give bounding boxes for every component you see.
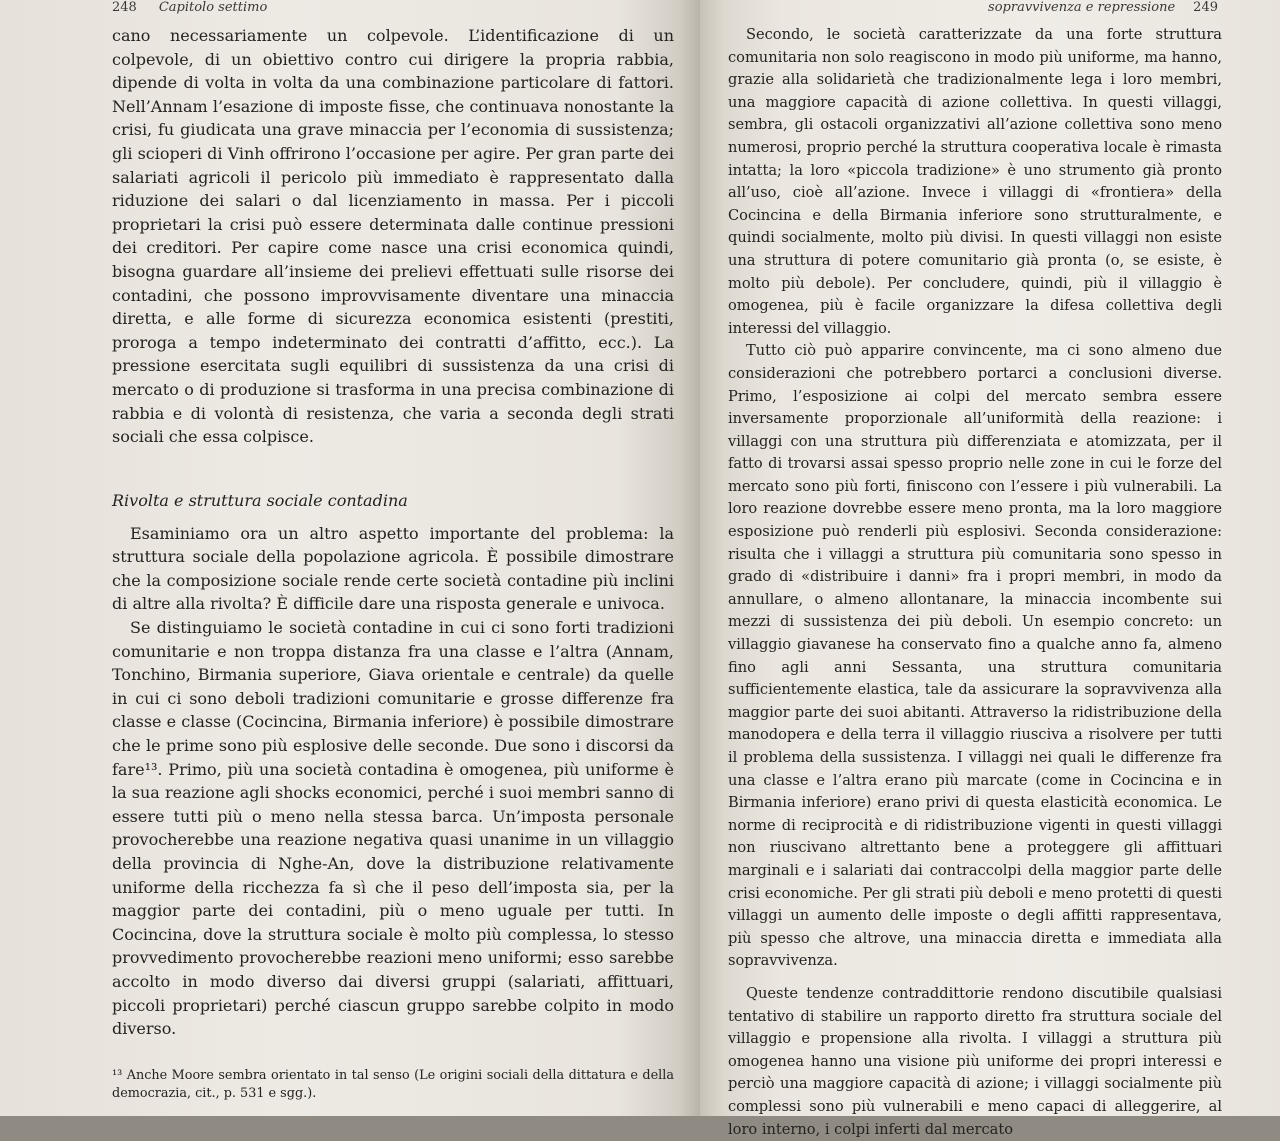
left-page-number: 248 [112,0,137,15]
paragraph: cano necessariamente un colpevole. L’identificazione di un colpevole, di un obiettivo contro cui dirigere la propria rabbia, dipende di volta in volta da una combinazione particolare di fattori. Nell’Annam l’esazione di imposte fisse, che continuava nonostante la crisi, fu giudicata una grave minaccia per l’economia di sussistenza; gli scioperi di Vinh offrirono l’occasione per agire. Per gran parte dei salariati agricoli il pericolo più immediato è rappresentato dalla riduzione dei salari o dal licenziamento in massa. Per i piccoli proprietari la crisi può essere determinata dalle continue pressioni dei creditori. Per capire come nasce una crisi economica quindi, bisogna guardare all’insieme dei prelievi effettuati sulle risorse dei contadini, che possono improvvisamente diventare una minaccia diretta, e alle forme di sicurezza economica esistenti (prestiti, proroga a tempo indeterminato dei contratti d’affitto, ecc.). La pressione esercitata sugli equilibri di sussistenza da una crisi di mercato o di produzione si trasforma in una precisa combinazione di rabbia e di volontà di resistenza, che varia a seconda degli strati sociali che essa colpisce. [112,26,674,447]
right-page-number: 249 [1193,0,1218,15]
left-page-body [112,24,674,1103]
paragraph-gap [728,973,1222,983]
footnote: ¹³ Anche Moore sembra orientato in tal senso (Le origini sociali della dittatura e della democrazia, cit., p. 531 e sgg.). [112,1067,674,1101]
right-chapter-title: sopravvivenza e repressione [988,0,1176,15]
right-page-body [728,24,1222,1141]
paragraph: Esaminiamo ora un altro aspetto importante del problema: la struttura sociale della popolazione agricola. È possibile dimostrare che la composizione sociale rende certe società contadine più inclini di altre alla rivolta? È difficile dare una risposta generale e univoca. [112,523,674,614]
paragraph: Se distinguiamo le società contadine in cui ci sono forti tradizioni comunitarie e non troppa distanza fra una classe e l’altra (Annam, Tonchino, Birmania superiore, Giava orientale e centrale) da quelle in cui ci sono deboli tradizioni comunitarie e grosse differenze fra classe e classe (Cocincina, Birmania inferiore) è possibile dimostrare che le prime sono più esplosive delle seconde. Due sono i discorsi da fare¹³. Primo, più una società contadina è omogenea, più uniforme è la sua reazione agli shocks economici, perché i suoi membri sanno di essere tutti più o meno nella stessa barca. Un’imposta personale provocherebbe una reazione negativa quasi unanime in un villaggio della provincia di Nghe-An, dove la distribuzione relativamente uniforme della ricchezza fa sì che il peso dell’imposta sia, per la maggior parte dei contadini, più o meno uguale per tutti. In Cocincina, dove la struttura sociale è molto più complessa, lo stesso provvedimento provocherebbe reazioni meno uniformi; esso sarebbe accolto in modo diverso dai diversi gruppi (salariati, affittuari, piccoli proprietari) perché ciascun gruppo sarebbe colpito in modo diverso. [112,618,674,1039]
right-page [700,0,1280,1138]
right-running-head [728,0,1222,24]
left-chapter-title: Capitolo settimo [158,0,268,15]
left-running-head [112,0,674,24]
paragraph: Tutto ciò può apparire convincente, ma ci sono almeno due considerazioni che potrebbero portarci a conclusioni diverse. Primo, l’esposizione ai colpi del mercato sembra essere inversamente proporzionale all’uniformità della reazione: i villaggi con una struttura più differenziata e atomizzata, per il fatto di trovarsi assai spesso proprio nelle zone in cui le forze del mercato sono più forti, finiscono con l’essere i più vulnerabili. La loro reazione dovrebbe essere meno pronta, ma la loro maggiore esposizione può renderli più esplosivi. Seconda considerazione: risulta che i villaggi a struttura più comunitaria sono spesso in grado di «distribuire i danni» fra i propri membri, in modo da annullare, o almeno allontanare, la minaccia incombente sui mezzi di sussistenza dei più deboli. Un esempio concreto: un villaggio giavanese ha conservato fino a qualche anno fa, almeno fino agli anni Sessanta, una struttura comunitaria sufficientemente elastica, tale da assicurare la sopravvivenza alla maggior parte dei suoi abitanti. Attraverso la ridistribuzione della manodopera e della terra il villaggio riusciva a risolvere per tutti il problema della sussistenza. I villaggi nei quali le differenze fra una classe e l’altra erano più marcate (come in Cocincina e in Birmania inferiore) erano privi di questa elasticità economica. Le norme di reciprocità e di ridistribuzione vigenti in questi villaggi non riuscivano altrettanto bene a proteggere gli affittuari marginali e i salariati dai contraccolpi della maggior parte delle crisi economiche. Per gli strati più deboli e meno protetti di questi villaggi un aumento delle imposte o degli affitti rappresentava, più spesso che altrove, una minaccia diretta e immediata alla sopravvivenza. [728,342,1222,970]
section-title: Rivolta e struttura sociale contadina [112,490,408,510]
paragraph: Secondo, le società caratterizzate da una forte struttura comunitaria non solo reagiscono in modo più uniforme, ma hanno, grazie alla solidarietà che tradizionalmente lega i loro membri, una maggiore capacità di azione collettiva. In questi villaggi, sembra, gli ostacoli organizzativi all’azione collettiva sono meno numerosi, proprio perché la struttura cooperativa locale è rimasta intatta; la loro «piccola tradizione» è uno strumento già pronto all’uso, cioè all’azione. Invece i villaggi di «frontiera» della Cocincina e della Birmania inferiore sono strutturalmente, e quindi socialmente, molto più divisi. In questi villaggi non esiste una struttura di potere comunitario già pronta (o, se esiste, è molto più debole). Per concludere, quindi, più il villaggio è omogenea, più è facile organizzare la difesa collettiva degli interessi del villaggio. [728,26,1222,337]
paragraph: Queste tendenze contraddittorie rendono discutibile qualsiasi tentativo di stabilire un rapporto diretto fra struttura sociale del villaggio e propensione alla rivolta. I villaggi a struttura più omogenea hanno una visione più uniforme dei propri interessi e perciò una maggiore capacità di azione; i villaggi socialmente più complessi sono più vulnerabili e meno capaci di alleggerire, al loro interno, i colpi inferti dal mercato [728,984,1222,1138]
